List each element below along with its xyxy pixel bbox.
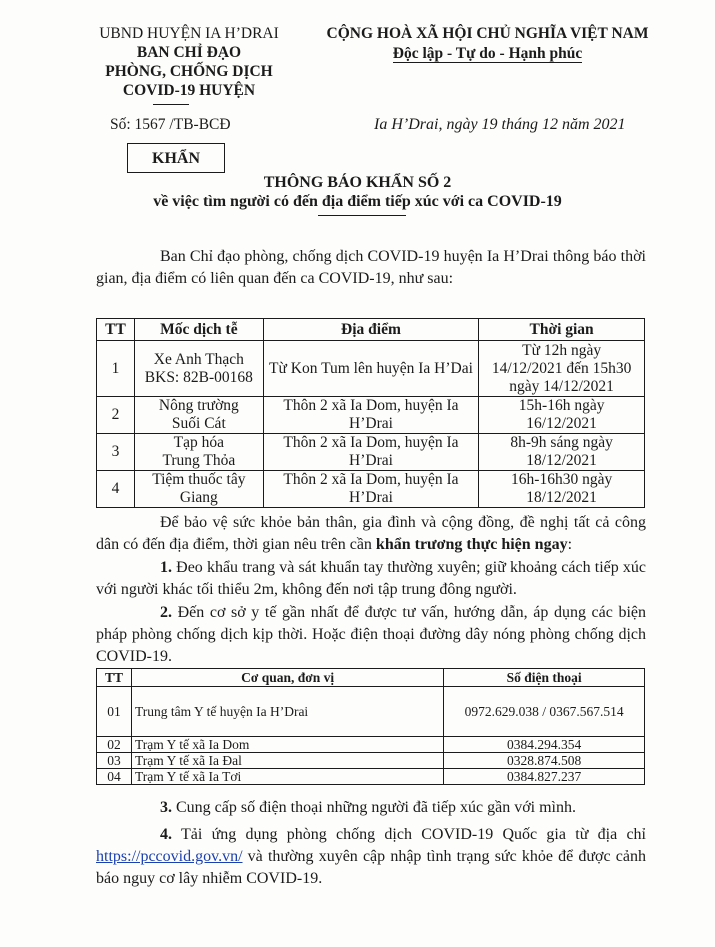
title-underline: [318, 215, 406, 216]
table-header-row: [97, 319, 645, 341]
agency-parent: UBND HUYỆN IA H’DRAI: [99, 25, 279, 42]
agency-name-line2: PHÒNG, CHỐNG DỊCH: [105, 63, 273, 80]
country-name: CỘNG HOÀ XÃ HỘI CHỦ NGHĨA VIỆT NAM: [326, 25, 649, 42]
cell-moc: Tạp hóa Trung Thỏa: [134, 434, 263, 471]
table-row: [97, 397, 645, 434]
agency-name-line3: COVID-19 HUYỆN: [122, 82, 256, 99]
table-row: [97, 737, 645, 753]
cell-agency: Trạm Y tế xã Ia Đal: [131, 753, 443, 769]
cell-phone: 0328.874.508: [444, 753, 645, 769]
measure-item-1: 1. Đeo khẩu trang và sát khuẩn tay thường xuyên; giữ khoảng cách tiếp xúc với người khác tối thiểu 2m, không đến nơi tập trung đông người.: [96, 559, 646, 598]
col-header-so-dien-thoai: Số điện thoại: [444, 669, 645, 687]
cell-tt: 03: [97, 753, 132, 769]
cell-moc: Xe Anh Thạch BKS: 82B-00168: [134, 341, 263, 397]
hotline-table: [96, 668, 645, 785]
table-row: [97, 434, 645, 471]
recommendation-paragraph: Để bảo vệ sức khỏe bản thân, gia đình và cộng đồng, đề nghị tất cả công dân có đến địa điểm, thời gian nêu trên cần khẩn trương thực hiện ngay:: [96, 514, 646, 553]
table-row: [97, 341, 645, 397]
emphasis-text: khẩn trương thực hiện ngay: [375, 536, 568, 553]
cell-dia-diem: Thôn 2 xã Ia Dom, huyện Ia H’Drai: [263, 471, 479, 508]
cell-tt: 04: [97, 769, 132, 785]
col-header-dia-diem: Địa điểm: [263, 319, 479, 341]
cell-phone: 0972.629.038 / 0367.567.514: [444, 687, 645, 737]
table-row: [97, 769, 645, 785]
agency-name-line1: BAN CHỈ ĐẠO: [136, 44, 242, 61]
table-row: [97, 753, 645, 769]
table-row: [97, 471, 645, 508]
motto: Độc lập - Tự do - Hạnh phúc: [392, 45, 583, 62]
place-date: Ia H’Drai, ngày 19 tháng 12 năm 2021: [374, 116, 626, 133]
agency-underline: [153, 104, 189, 105]
cell-thoi-gian: 16h-16h30 ngày 18/12/2021: [479, 471, 645, 508]
national-motto-block: [305, 24, 670, 64]
cell-phone: 0384.294.354: [444, 737, 645, 753]
notice-subtitle: về việc tìm người có đến địa điểm tiếp xúc với ca COVID-19: [153, 193, 562, 210]
cell-thoi-gian: Từ 12h ngày 14/12/2021 đến 15h30 ngày 14/12/2021: [479, 341, 645, 397]
col-header-co-quan: Cơ quan, đơn vị: [131, 669, 443, 687]
cell-thoi-gian: 8h-9h sáng ngày 18/12/2021: [479, 434, 645, 471]
cell-agency: Trạm Y tế xã Ia Dom: [131, 737, 443, 753]
cell-phone: 0384.827.237: [444, 769, 645, 785]
cell-agency: Trung tâm Y tế huyện Ia H’Drai: [131, 687, 443, 737]
cell-tt: 3: [97, 434, 135, 471]
measure-item-2: 2. Đến cơ sở y tế gần nhất để được tư vấn, hướng dẫn, áp dụng các biện pháp phòng chống dịch kịp thời. Hoặc điện thoại đường dây nóng phòng chống dịch COVID-19.: [96, 604, 646, 665]
table-header-row: [97, 669, 645, 687]
col-header-tt: TT: [97, 669, 132, 687]
cell-tt: 01: [97, 687, 132, 737]
cell-tt: 1: [97, 341, 135, 397]
table-row: [97, 687, 645, 737]
document-number: Số: 1567 /TB-BCĐ: [110, 116, 231, 133]
intro-paragraph: Ban Chỉ đạo phòng, chống dịch COVID-19 huyện Ia H’Drai thông báo thời gian, địa điểm có liên quan đến ca COVID-19, như sau:: [96, 248, 646, 287]
pccovid-link[interactable]: https://pccovid.gov.vn/: [96, 848, 243, 865]
col-header-moc-dich-te: Mốc dịch tễ: [134, 319, 263, 341]
issuing-agency-block: [70, 24, 308, 100]
measure-item-3: 3. Cung cấp số điện thoại những người đã tiếp xúc gần với mình.: [160, 799, 576, 816]
cell-dia-diem: Thôn 2 xã Ia Dom, huyện Ia H’Drai: [263, 397, 479, 434]
cell-tt: 4: [97, 471, 135, 508]
cell-thoi-gian: 15h-16h ngày 16/12/2021: [479, 397, 645, 434]
cell-moc: Nông trường Suối Cát: [134, 397, 263, 434]
col-header-thoi-gian: Thời gian: [479, 319, 645, 341]
notice-title: THÔNG BÁO KHẨN SỐ 2: [263, 174, 452, 191]
urgent-stamp: KHẨN: [127, 143, 225, 173]
cell-agency: Trạm Y tế xã Ia Tơi: [131, 769, 443, 785]
cell-dia-diem: Thôn 2 xã Ia Dom, huyện Ia H’Drai: [263, 434, 479, 471]
measure-item-4: 4. Tải ứng dụng phòng chống dịch COVID-19 Quốc gia từ địa chỉ https://pccovid.gov.vn/ và thường xuyên cập nhập tình trạng sức khỏe để được cảnh báo nguy cơ lây nhiễm COVID-19.: [96, 826, 646, 887]
cell-dia-diem: Từ Kon Tum lên huyện Ia H’Dai: [263, 341, 479, 397]
col-header-tt: TT: [97, 319, 135, 341]
cell-tt: 2: [97, 397, 135, 434]
cell-tt: 02: [97, 737, 132, 753]
exposure-locations-table: [96, 318, 645, 508]
cell-moc: Tiệm thuốc tây Giang: [134, 471, 263, 508]
